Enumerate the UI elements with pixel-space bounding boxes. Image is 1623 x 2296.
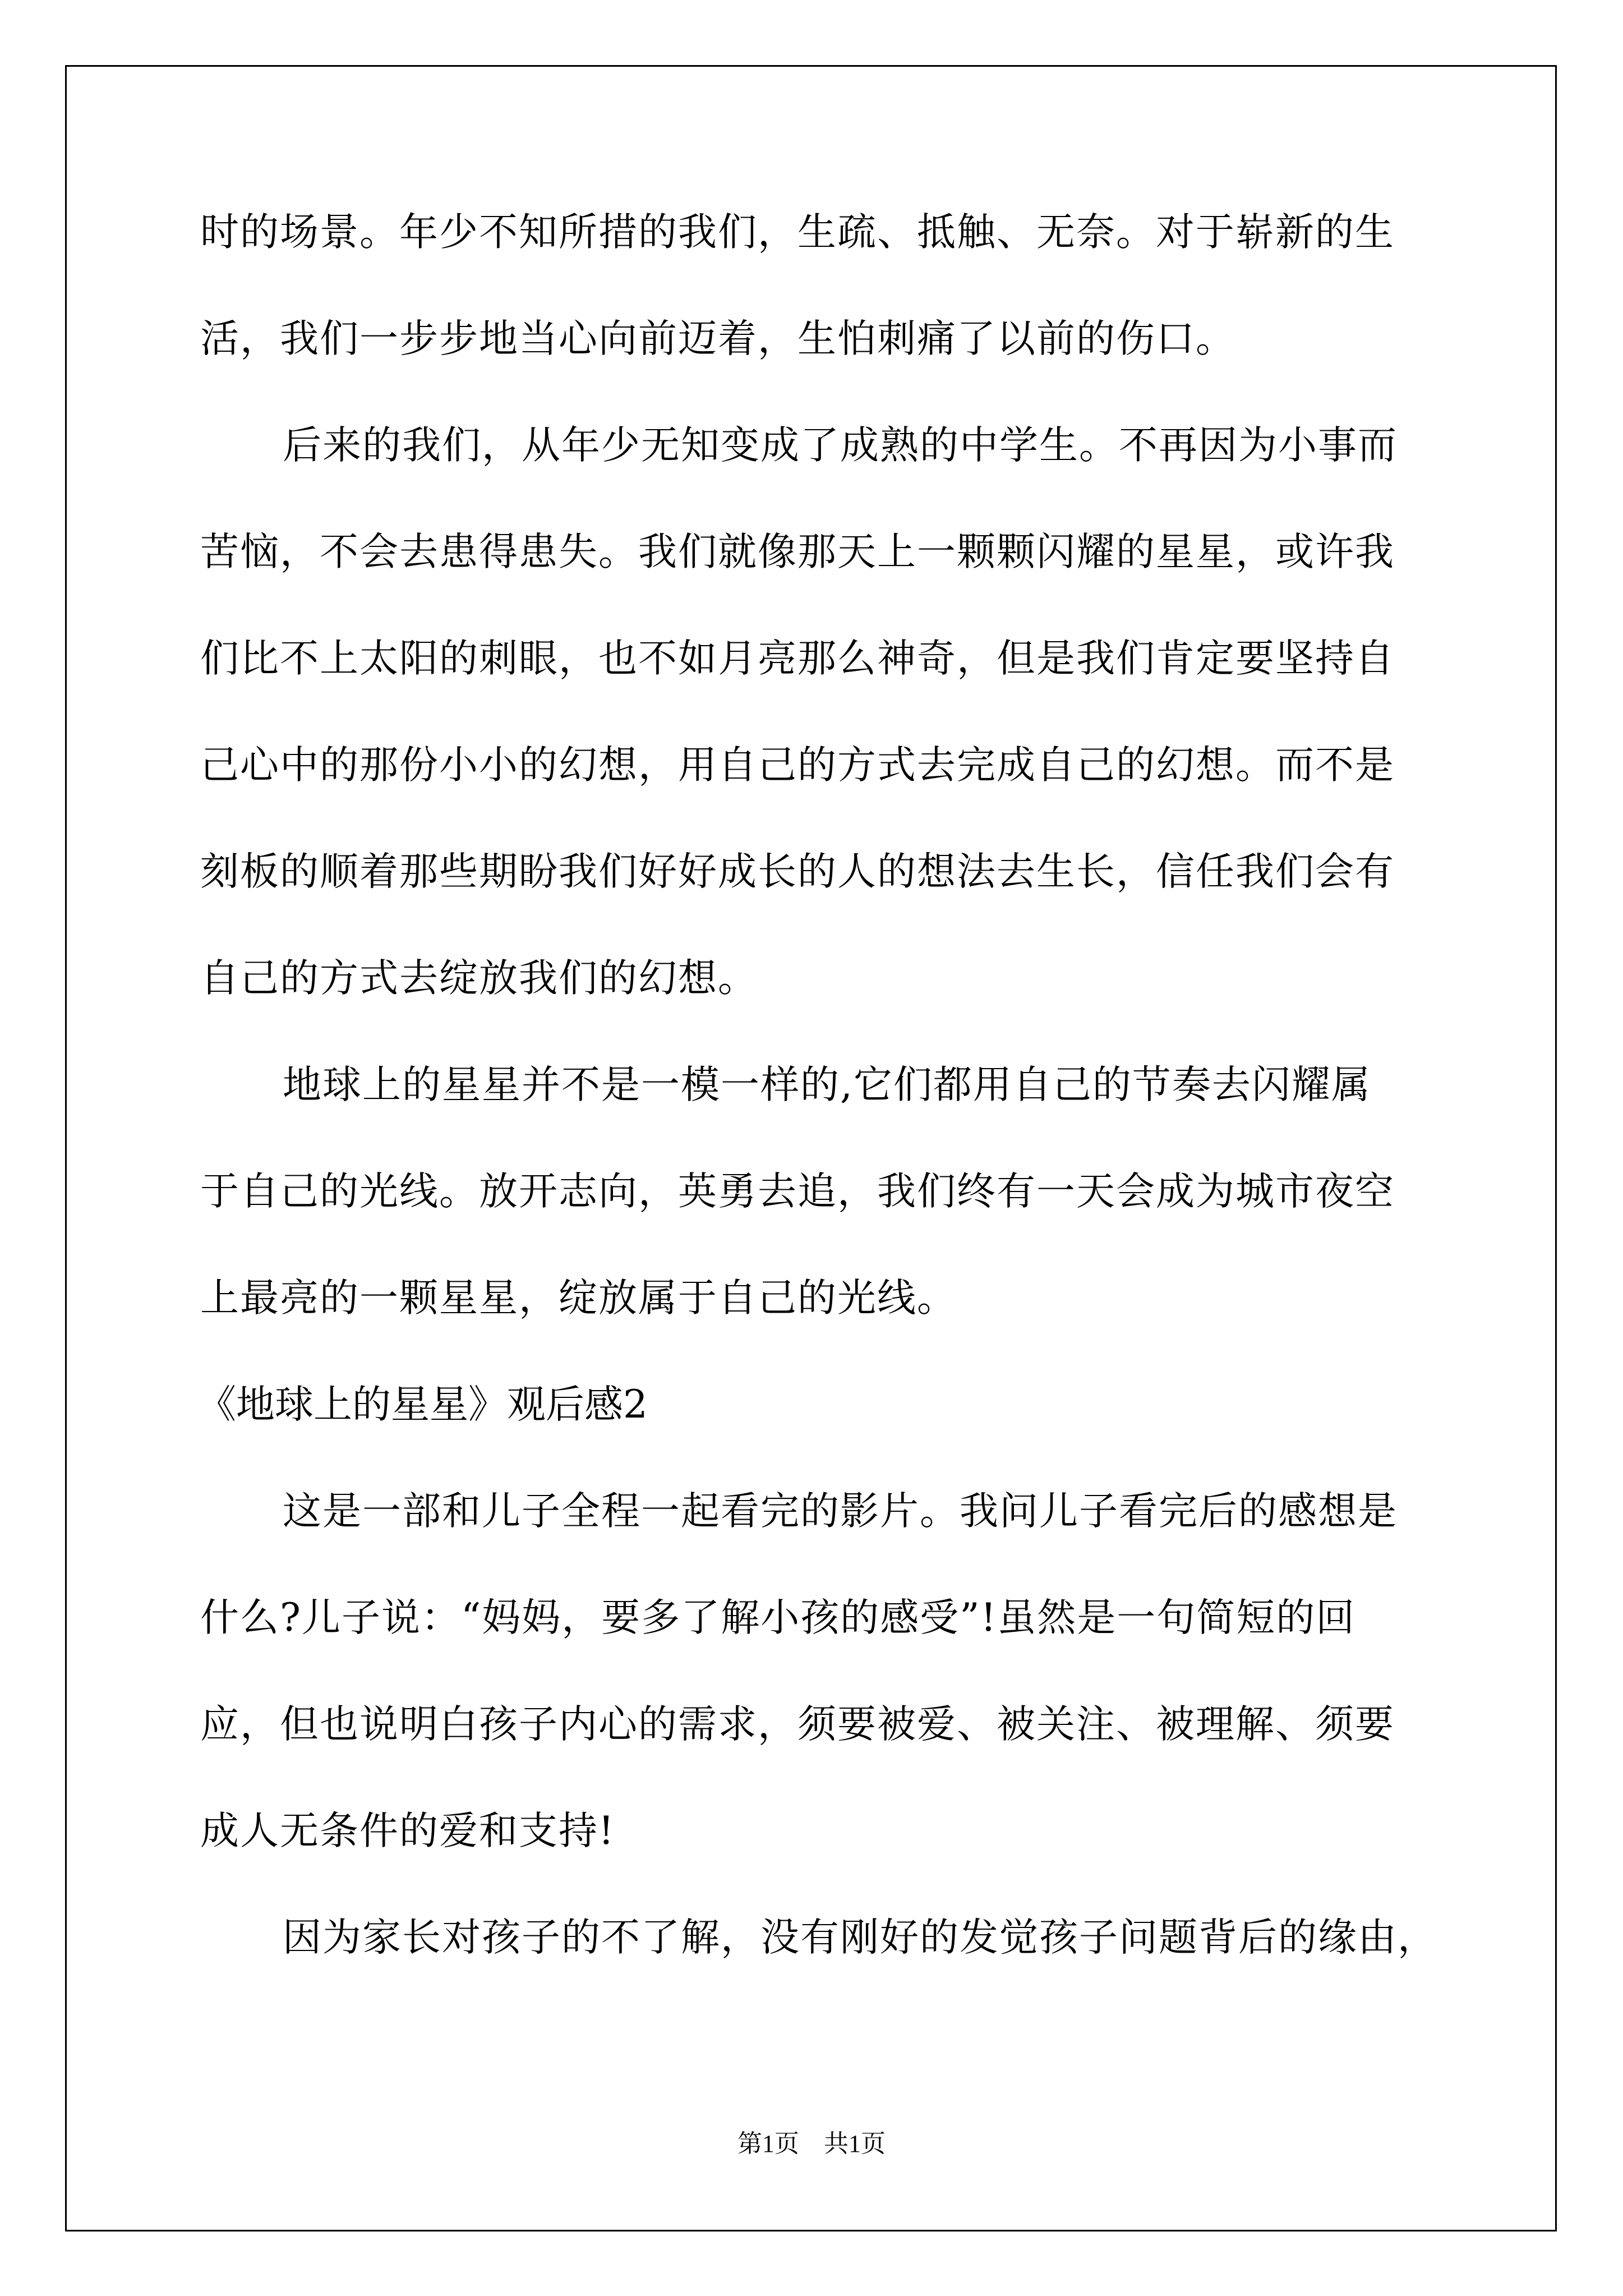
text-line: 己心中的那份小小的幻想，用自己的方式去完成自己的幻想。而不是 bbox=[200, 743, 1395, 788]
section-heading: 《地球上的星星》观后感2 bbox=[197, 1382, 648, 1427]
text-line: 活，我们一步步地当心向前迈着，生怕刺痛了以前的伤口。 bbox=[200, 316, 1235, 361]
text-line: 成人无条件的爱和支持! bbox=[200, 1809, 615, 1853]
text-line: 刻板的顺着那些期盼我们好好成长的人的想法去生长，信任我们会有 bbox=[200, 849, 1395, 894]
text-line: 时的场景。年少不知所措的我们，生疏、抵触、无奈。对于崭新的生 bbox=[200, 210, 1395, 255]
text-line: 于自己的光线。放开志向，英勇去追，我们终有一天会成为城市夜空 bbox=[200, 1169, 1395, 1214]
page-number: 第1页 共1页 bbox=[737, 2130, 886, 2157]
text-line: 应，但也说明白孩子内心的需求，须要被爱、被关注、被理解、须要 bbox=[200, 1702, 1395, 1747]
text-line: 自己的方式去绽放我们的幻想。 bbox=[200, 956, 758, 1001]
text-line: 因为家长对孩子的不了解，没有刚好的发觉孩子问题背后的缘由， bbox=[283, 1915, 1437, 1960]
document-body bbox=[197, 210, 1437, 2025]
text-line: 苦恼，不会去患得患失。我们就像那天上一颗颗闪耀的星星，或许我 bbox=[200, 530, 1395, 574]
text-line: 上最亮的一颗星星，绽放属于自己的光线。 bbox=[200, 1276, 957, 1320]
text-line: 后来的我们，从年少无知变成了成熟的中学生。不再因为小事而 bbox=[283, 423, 1398, 468]
text-line: 们比不上太阳的刺眼，也不如月亮那么神奇，但是我们肯定要坚持自 bbox=[200, 636, 1395, 681]
text-line: 这是一部和儿子全程一起看完的影片。我问儿子看完后的感想是 bbox=[283, 1489, 1398, 1534]
text-line: 什么?儿子说：“妈妈，要多了解小孩的感受”!虽然是一句简短的回 bbox=[200, 1595, 1356, 1640]
text-line: 地球上的星星并不是一模一样的,它们都用自己的节奏去闪耀属 bbox=[283, 1062, 1371, 1107]
